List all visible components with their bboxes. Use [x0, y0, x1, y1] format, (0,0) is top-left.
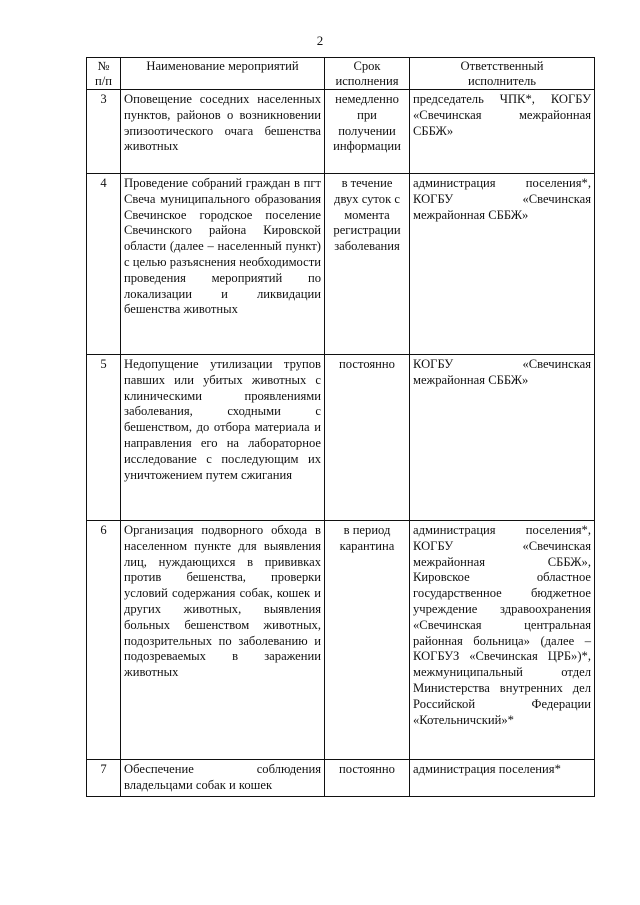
header-responsible: Ответственный исполнитель [410, 58, 595, 90]
header-number: № п/п [87, 58, 121, 90]
table-row [87, 90, 595, 174]
row-number: 6 [87, 521, 121, 760]
measure-name: Оповещение соседних населенных пунктов, районов о возникновении эпизоотического очага бешенства животных [121, 90, 325, 174]
header-measure-name: Наименование мероприятий [121, 58, 325, 90]
measure-deadline: постоянно [325, 760, 410, 797]
measure-responsible: администрация поселения* [410, 760, 595, 797]
measure-responsible: администрация поселения*, КОГБУ «Свечинская межрайонная СББЖ» [410, 174, 595, 355]
measure-deadline: немедленно при получении информации [325, 90, 410, 174]
table-row [87, 174, 595, 355]
table-row [87, 521, 595, 760]
header-deadline: Срок исполнения [325, 58, 410, 90]
table-row [87, 355, 595, 521]
measure-deadline: постоянно [325, 355, 410, 521]
measure-name: Обеспечение соблюдения владельцами собак и кошек [121, 760, 325, 797]
measure-name: Недопущение утилизации трупов павших или убитых животных с клиническими проявлениями заболевания, сходными с бешенством, до отбора материала и направления его на лабораторное исследование с последующим их уничтожением путем сжигания [121, 355, 325, 521]
table-row [87, 760, 595, 797]
measures-table [86, 57, 595, 797]
row-number: 3 [87, 90, 121, 174]
page-number: 2 [316, 33, 324, 48]
measure-responsible: КОГБУ «Свечинская межрайонная СББЖ» [410, 355, 595, 521]
row-number: 4 [87, 174, 121, 355]
table-header-row [87, 58, 595, 90]
row-number: 7 [87, 760, 121, 797]
measure-responsible: председатель ЧПК*, КОГБУ «Свечинская межрайонная СББЖ» [410, 90, 595, 174]
measure-deadline: в период карантина [325, 521, 410, 760]
measure-deadline: в течение двух суток с момента регистрации заболевания [325, 174, 410, 355]
row-number: 5 [87, 355, 121, 521]
measure-name: Организация подворного обхода в населенном пункте для выявления лиц, нуждающихся в прививках против бешенства, проверки условий содержания собак, кошек и других животных, выявления больных бешенством животных, подозрительных по заболеванию и подозреваемых в заражении животных [121, 521, 325, 760]
measure-name: Проведение собраний граждан в пгт Свеча муниципального образования Свечинское городское поселение Свечинского района Кировской области (далее – населенный пункт) с целью разъяснения необходимости проведения мероприятий по локализации и ликвидации бешенства животных [121, 174, 325, 355]
measure-responsible: администрация поселения*, КОГБУ «Свечинская межрайонная СББЖ», Кировское областное государственное бюджетное учреждение здравоохранения «Свечинская центральная районная больница» (далее – КОГБУЗ «Свечинская ЦРБ»)*, межмуниципальный отдел Министерства внутренних дел Российской Федерации «Котельничский»* [410, 521, 595, 760]
